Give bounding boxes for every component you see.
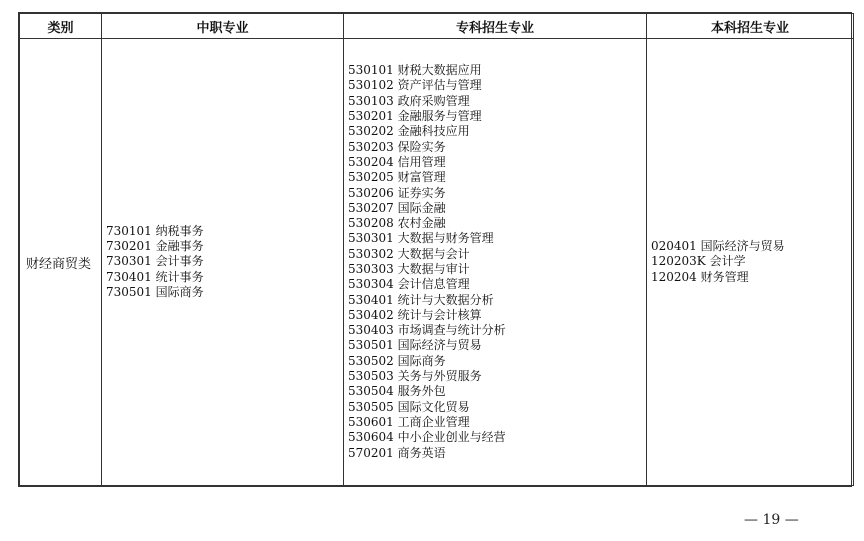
higher-vocational-major-item: 530103 政府采购管理 (348, 93, 470, 108)
higher-vocational-major-item: 530503 关务与外贸服务 (348, 369, 482, 384)
higher-vocational-major-item: 530206 证券实务 (348, 185, 446, 200)
higher-vocational-major-item: 530201 金融服务与管理 (348, 109, 482, 124)
bachelor-major-cell (647, 39, 854, 486)
secondary-major-cell (102, 39, 344, 486)
majors-table (19, 13, 854, 486)
secondary-major-item: 730101 纳税事务 (106, 223, 204, 238)
bachelor-major-item: 120203K 会计学 (651, 254, 746, 269)
header-secondary-major: 中职专业 (102, 14, 344, 39)
higher-vocational-major-item: 530301 大数据与财务管理 (348, 231, 494, 246)
header-higher-vocational-major: 专科招生专业 (344, 14, 647, 39)
page-number: — 19 — (744, 512, 799, 528)
higher-vocational-major-item: 530403 市场调查与统计分析 (348, 323, 506, 338)
higher-vocational-major-item: 530203 保险实务 (348, 139, 446, 154)
higher-vocational-major-cell (344, 39, 647, 486)
higher-vocational-major-item: 530208 农村金融 (348, 216, 446, 231)
higher-vocational-major-item: 530501 国际经济与贸易 (348, 338, 482, 353)
higher-vocational-major-item: 530204 信用管理 (348, 154, 446, 169)
secondary-major-item: 730201 金融事务 (106, 239, 204, 254)
secondary-major-item: 730401 统计事务 (106, 269, 204, 284)
higher-vocational-major-item: 530505 国际文化贸易 (348, 399, 470, 414)
bachelor-major-item: 020401 国际经济与贸易 (651, 239, 785, 254)
higher-vocational-major-list (344, 63, 646, 461)
higher-vocational-major-item: 530207 国际金融 (348, 200, 446, 215)
secondary-major-list (102, 224, 343, 300)
higher-vocational-major-item: 530504 服务外包 (348, 384, 446, 399)
header-bachelor-major: 本科招生专业 (647, 14, 854, 39)
higher-vocational-major-item: 530304 会计信息管理 (348, 277, 470, 292)
table-header-row (20, 14, 854, 39)
table-row (20, 39, 854, 486)
bachelor-major-item: 120204 财务管理 (651, 269, 749, 284)
higher-vocational-major-item: 530401 统计与大数据分析 (348, 292, 494, 307)
higher-vocational-major-item: 530101 财税大数据应用 (348, 63, 482, 78)
bachelor-major-list (647, 239, 853, 285)
higher-vocational-major-item: 530202 金融科技应用 (348, 124, 470, 139)
higher-vocational-major-item: 530402 统计与会计核算 (348, 307, 482, 322)
higher-vocational-major-item: 530302 大数据与会计 (348, 246, 470, 261)
higher-vocational-major-item: 530601 工商企业管理 (348, 414, 470, 429)
category-cell: 财经商贸类 (20, 39, 102, 486)
higher-vocational-major-item: 530102 资产评估与管理 (348, 78, 482, 93)
header-category: 类别 (20, 14, 102, 39)
higher-vocational-major-item: 570201 商务英语 (348, 445, 446, 460)
higher-vocational-major-item: 530502 国际商务 (348, 353, 446, 368)
higher-vocational-major-item: 530205 财富管理 (348, 170, 446, 185)
majors-table-container (18, 12, 852, 487)
higher-vocational-major-item: 530604 中小企业创业与经营 (348, 430, 506, 445)
secondary-major-item: 730501 国际商务 (106, 284, 204, 299)
higher-vocational-major-item: 530303 大数据与审计 (348, 262, 470, 276)
secondary-major-item: 730301 会计事务 (106, 254, 204, 269)
